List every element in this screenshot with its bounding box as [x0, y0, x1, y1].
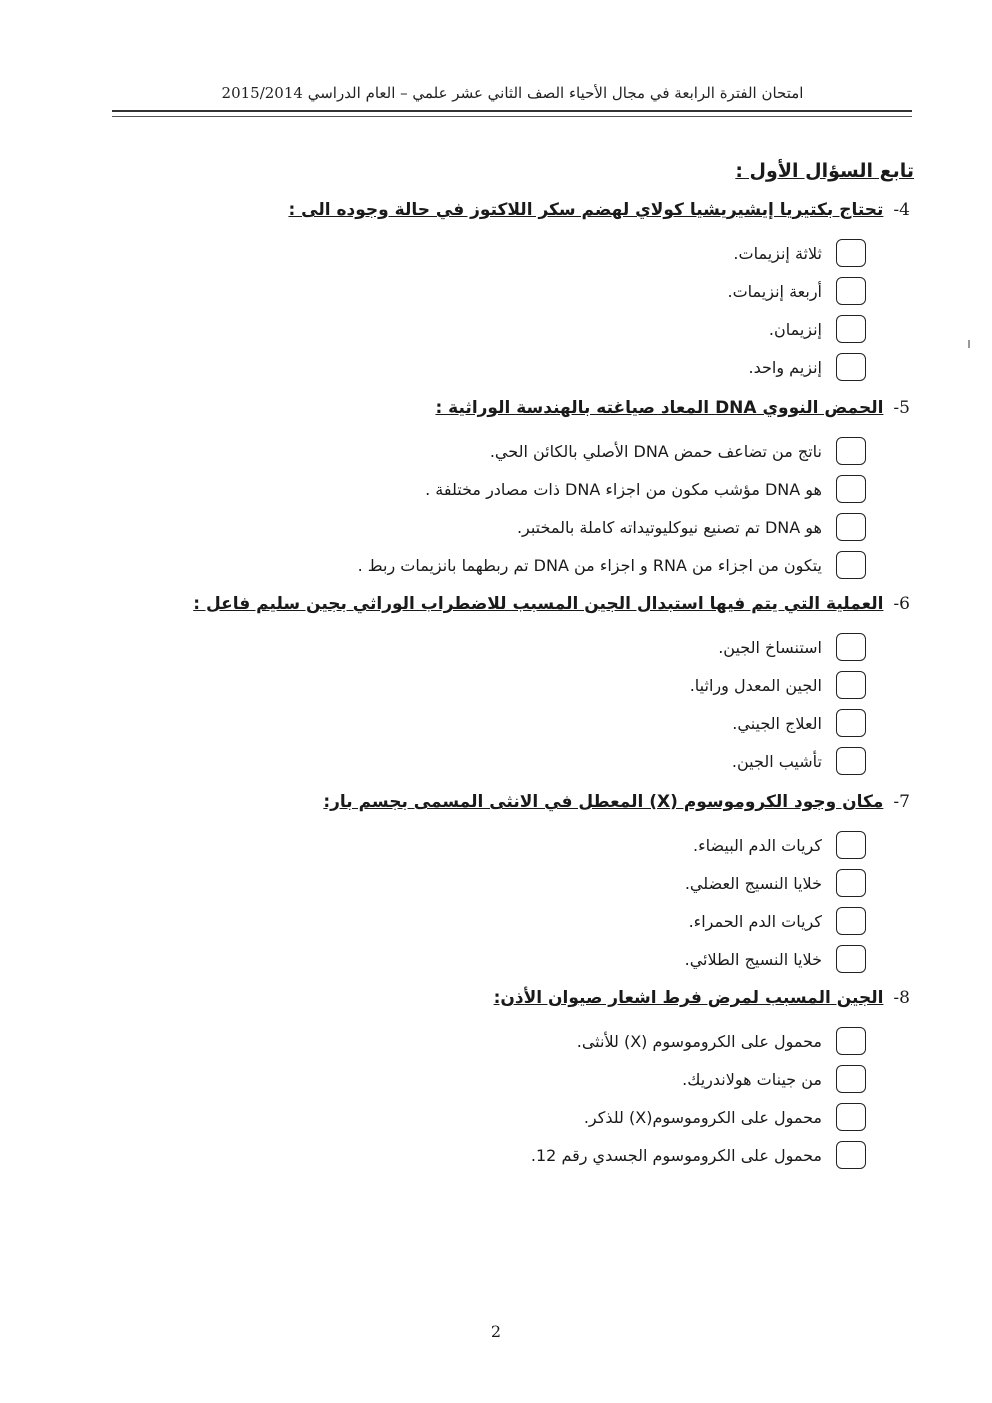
option — [170, 310, 866, 348]
option-text: خلايا النسيج الطلائي. — [684, 949, 822, 969]
option — [170, 1098, 866, 1136]
question-number: 8- — [893, 988, 910, 1008]
question-text: تحتاج بكتيريا إيشيريشيا كولاي لهضم سكر اللاكتوز في حالة وجوده الى : — [288, 200, 884, 220]
option-text: ناتج من تضاعف حمض DNA الأصلي بالكائن الحي. — [489, 441, 822, 461]
question-6 — [170, 594, 910, 780]
answer-checkbox[interactable] — [836, 747, 866, 775]
option — [170, 1022, 866, 1060]
answer-checkbox[interactable] — [836, 1103, 866, 1131]
option — [170, 272, 866, 310]
option-text: أربعة إنزيمات. — [727, 281, 822, 301]
option-text: خلايا النسيج العضلي. — [684, 873, 822, 893]
answer-checkbox[interactable] — [836, 1027, 866, 1055]
option — [170, 348, 866, 386]
option-text: من جينات هولاندريك. — [682, 1069, 822, 1089]
option-text: محمول على الكروموسوم(X) للذكر. — [583, 1107, 822, 1127]
answer-checkbox[interactable] — [836, 709, 866, 737]
option-text: محمول على الكروموسوم الجسدي رقم 12. — [530, 1145, 822, 1165]
answer-checkbox[interactable] — [836, 671, 866, 699]
option-text: هو DNA مؤشب مكون من اجزاء DNA ذات مصادر مختلفة . — [425, 479, 822, 499]
answer-checkbox[interactable] — [836, 315, 866, 343]
option-text: كريات الدم البيضاء. — [693, 835, 822, 855]
option-text: هو DNA تم تصنيع نيوكليوتيداته كاملة بالمختبر. — [516, 517, 822, 537]
question-number: 6- — [893, 594, 910, 614]
options-list — [170, 628, 866, 780]
option — [170, 234, 866, 272]
answer-checkbox[interactable] — [836, 475, 866, 503]
option — [170, 864, 866, 902]
margin-mark — [968, 340, 970, 348]
option — [170, 826, 866, 864]
answer-checkbox[interactable] — [836, 907, 866, 935]
question-number: 7- — [893, 792, 910, 812]
option-text: كريات الدم الحمراء. — [688, 911, 822, 931]
question-8 — [170, 988, 910, 1174]
answer-checkbox[interactable] — [836, 1065, 866, 1093]
options-list — [170, 234, 866, 386]
question-number: 5- — [893, 398, 910, 418]
answer-checkbox[interactable] — [836, 945, 866, 973]
question-4 — [170, 200, 910, 386]
options-list — [170, 826, 866, 978]
option — [170, 628, 866, 666]
answer-checkbox[interactable] — [836, 277, 866, 305]
answer-checkbox[interactable] — [836, 831, 866, 859]
option — [170, 1060, 866, 1098]
option — [170, 470, 866, 508]
section-title: تابع السؤال الأول : — [735, 160, 914, 182]
answer-checkbox[interactable] — [836, 353, 866, 381]
option — [170, 1136, 866, 1174]
option-text: محمول على الكروموسوم (X) للأنثى. — [576, 1031, 822, 1051]
option — [170, 508, 866, 546]
question-text: الجين المسبب لمرض فرط اشعار صيوان الأذن: — [493, 988, 884, 1008]
option-text: ثلاثة إنزيمات. — [733, 243, 822, 263]
question-text: مكان وجود الكروموسوم (X) المعطل في الانثى المسمى بجسم بار: — [323, 792, 884, 812]
question-text: العملية التي يتم فيها استبدال الجين المسبب للاضطراب الوراثي بجين سليم فاعل : — [193, 594, 884, 614]
option — [170, 902, 866, 940]
options-list — [170, 1022, 866, 1174]
page-number: 2 — [490, 1322, 502, 1341]
question-5 — [170, 398, 910, 584]
option — [170, 940, 866, 978]
option-text: إنزيم واحد. — [748, 357, 822, 377]
option-text: تأشيب الجين. — [731, 751, 822, 771]
options-list — [170, 432, 866, 584]
option — [170, 546, 866, 584]
option — [170, 704, 866, 742]
question-number: 4- — [893, 200, 910, 220]
option — [170, 432, 866, 470]
question-text: الحمض النووي DNA المعاد صياغته بالهندسة الوراثية : — [435, 398, 884, 418]
answer-checkbox[interactable] — [836, 551, 866, 579]
answer-checkbox[interactable] — [836, 437, 866, 465]
option-text: الجين المعدل وراثيا. — [689, 675, 822, 695]
header-divider — [112, 110, 912, 117]
option-text: يتكون من اجزاء من RNA و اجزاء من DNA تم ربطهما بانزيمات ربط . — [357, 555, 822, 575]
option-text: استنساخ الجين. — [718, 637, 822, 657]
option-text: إنزيمان. — [768, 319, 822, 339]
option-text: العلاج الجيني. — [732, 713, 822, 733]
question-7 — [170, 792, 910, 978]
answer-checkbox[interactable] — [836, 513, 866, 541]
answer-checkbox[interactable] — [836, 869, 866, 897]
option — [170, 666, 866, 704]
exam-header-title: امتحان الفترة الرابعة في مجال الأحياء الصف الثاني عشر علمي – العام الدراسي 2015/2014 — [221, 84, 804, 102]
answer-checkbox[interactable] — [836, 633, 866, 661]
option — [170, 742, 866, 780]
answer-checkbox[interactable] — [836, 1141, 866, 1169]
answer-checkbox[interactable] — [836, 239, 866, 267]
